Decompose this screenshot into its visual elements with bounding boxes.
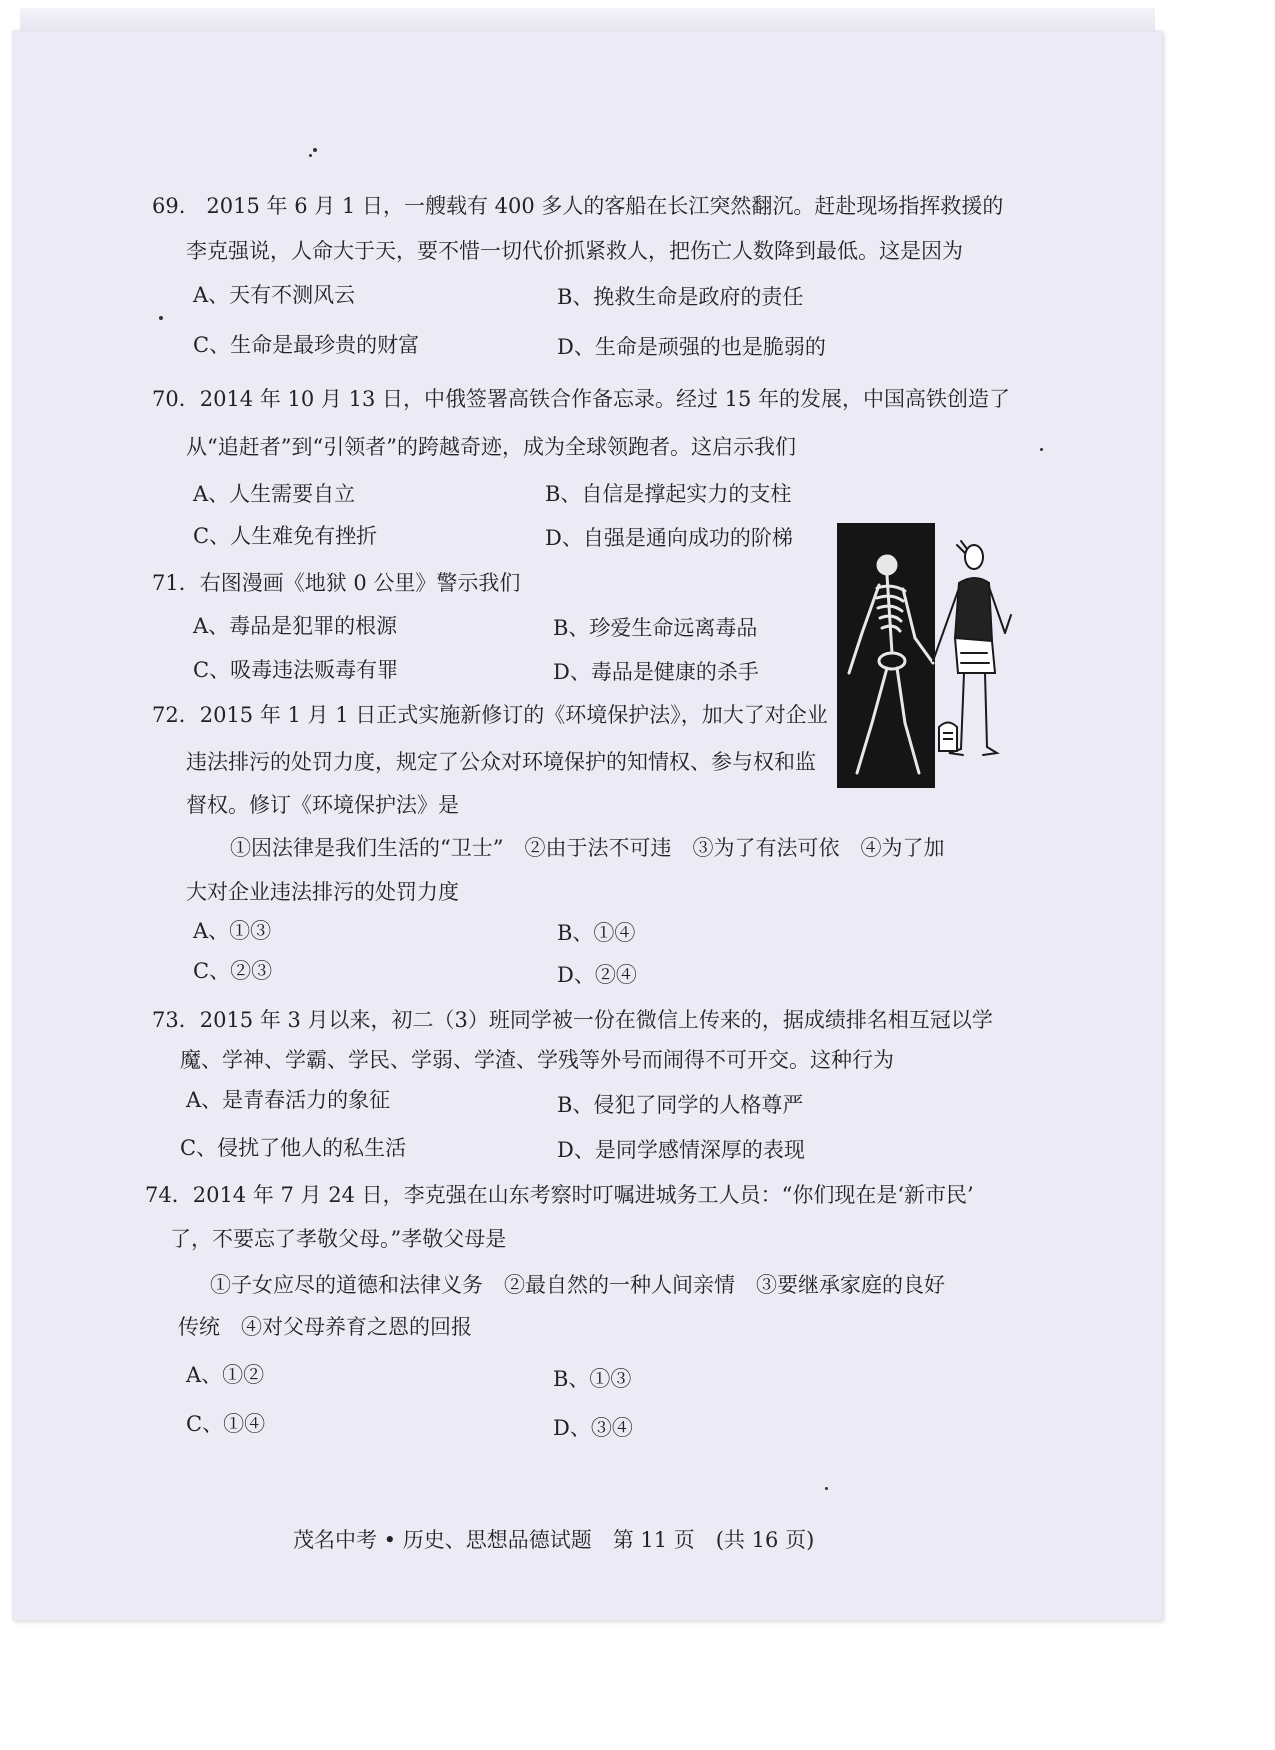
question-74-option-b: B、①③ [553, 1367, 632, 1391]
question-74-line-2: 了，不要忘了孝敬父母。”孝敬父母是 [170, 1227, 507, 1251]
question-72-statements-line-2: 大对企业违法排污的处罚力度 [186, 880, 459, 904]
question-74-option-a: A、①② [186, 1363, 265, 1387]
question-69-option-d: D、生命是顽强的也是脆弱的 [557, 335, 826, 359]
question-73-option-a: A、是青春活力的象征 [186, 1088, 391, 1112]
question-69-line-2: 李克强说，人命大于天，要不惜一切代价抓紧救人，把伤亡人数降到最低。这是因为 [186, 239, 963, 263]
scan-speck [825, 1487, 828, 1490]
question-72-option-c: C、②③ [193, 959, 273, 983]
question-74-statements-line-1: ①子女应尽的道德和法律义务 ②最自然的一种人间亲情 ③要继承家庭的良好 [210, 1273, 945, 1297]
question-72-option-a: A、①③ [193, 919, 272, 943]
question-70-line-1: 70．2014 年 10 月 13 日，中俄签署高铁合作备忘录。经过 15 年的发展，中国高铁创造了 [152, 387, 1011, 411]
scan-speck [313, 148, 317, 152]
question-69-option-b: B、挽救生命是政府的责任 [557, 285, 804, 309]
question-70-option-d: D、自强是通向成功的阶梯 [545, 526, 793, 550]
question-72-line-1: 72．2015 年 1 月 1 日正式实施新修订的《环境保护法》，加大了对企业 [152, 703, 828, 727]
question-72-line-3: 督权。修订《环境保护法》是 [186, 793, 459, 817]
question-72-line-2: 违法排污的处罚力度，规定了公众对环境保护的知情权、参与权和监 [186, 750, 816, 774]
question-73-option-c: C、侵扰了他人的私生活 [180, 1136, 407, 1160]
question-69-option-a: A、天有不测风云 [193, 283, 356, 307]
scan-speck [309, 154, 312, 157]
question-73-option-b: B、侵犯了同学的人格尊严 [557, 1093, 804, 1117]
scan-speck [159, 316, 163, 320]
question-71-line-1: 71．右图漫画《地狱 0 公里》警示我们 [152, 571, 521, 595]
question-70-option-c: C、人生难免有挫折 [193, 524, 378, 548]
sheet-edge [20, 8, 1155, 32]
question-70-option-a: A、人生需要自立 [193, 482, 356, 506]
page-footer: 茂名中考 • 历史、思想品德试题 第 11 页 (共 16 页) [293, 1528, 815, 1552]
question-71-option-a: A、毒品是犯罪的根源 [193, 614, 398, 638]
question-70-line-2: 从“追赶者”到“引领者”的跨越奇迹，成为全球领跑者。这启示我们 [186, 435, 796, 459]
question-69-option-c: C、生命是最珍贵的财富 [193, 333, 420, 357]
question-72-option-d: D、②④ [557, 963, 637, 987]
question-71-option-d: D、毒品是健康的杀手 [553, 660, 759, 684]
question-73-line-1: 73．2015 年 3 月以来，初二（3）班同学被一份在微信上传来的，据成绩排名相互冠以学 [152, 1008, 993, 1032]
tombstone-sign [939, 723, 957, 752]
question-73-line-2: 魔、学神、学霸、学民、学弱、学渣、学残等外号而闹得不可开交。这种行为 [180, 1048, 894, 1072]
question-70-option-b: B、自信是撑起实力的支柱 [545, 482, 792, 506]
question-74-option-d: D、③④ [553, 1416, 633, 1440]
question-74-statements-line-2: 传统 ④对父母养育之恩的回报 [178, 1315, 472, 1339]
scan-speck [1040, 448, 1043, 451]
question-72-statements-line-1: ①因法律是我们生活的“卫士” ②由于法不可违 ③为了有法可依 ④为了加 [230, 836, 945, 860]
question-74-line-1: 74．2014 年 7 月 24 日，李克强在山东考察时叮嘱进城务工人员：“你们现在是‘新市民’ [145, 1183, 974, 1207]
question-72-option-b: B、①④ [557, 921, 636, 945]
question-71-option-b: B、珍爱生命远离毒品 [553, 616, 758, 640]
question-74-option-c: C、①④ [186, 1412, 266, 1436]
question-73-option-d: D、是同学感情深厚的表现 [557, 1138, 805, 1162]
cartoon-image [837, 523, 1030, 788]
question-71-option-c: C、吸毒违法贩毒有罪 [193, 658, 399, 682]
question-69-line-1: 69. 2015 年 6 月 1 日，一艘载有 400 多人的客船在长江突然翻沉。赶赴现场指挥救援的 [152, 194, 1004, 218]
